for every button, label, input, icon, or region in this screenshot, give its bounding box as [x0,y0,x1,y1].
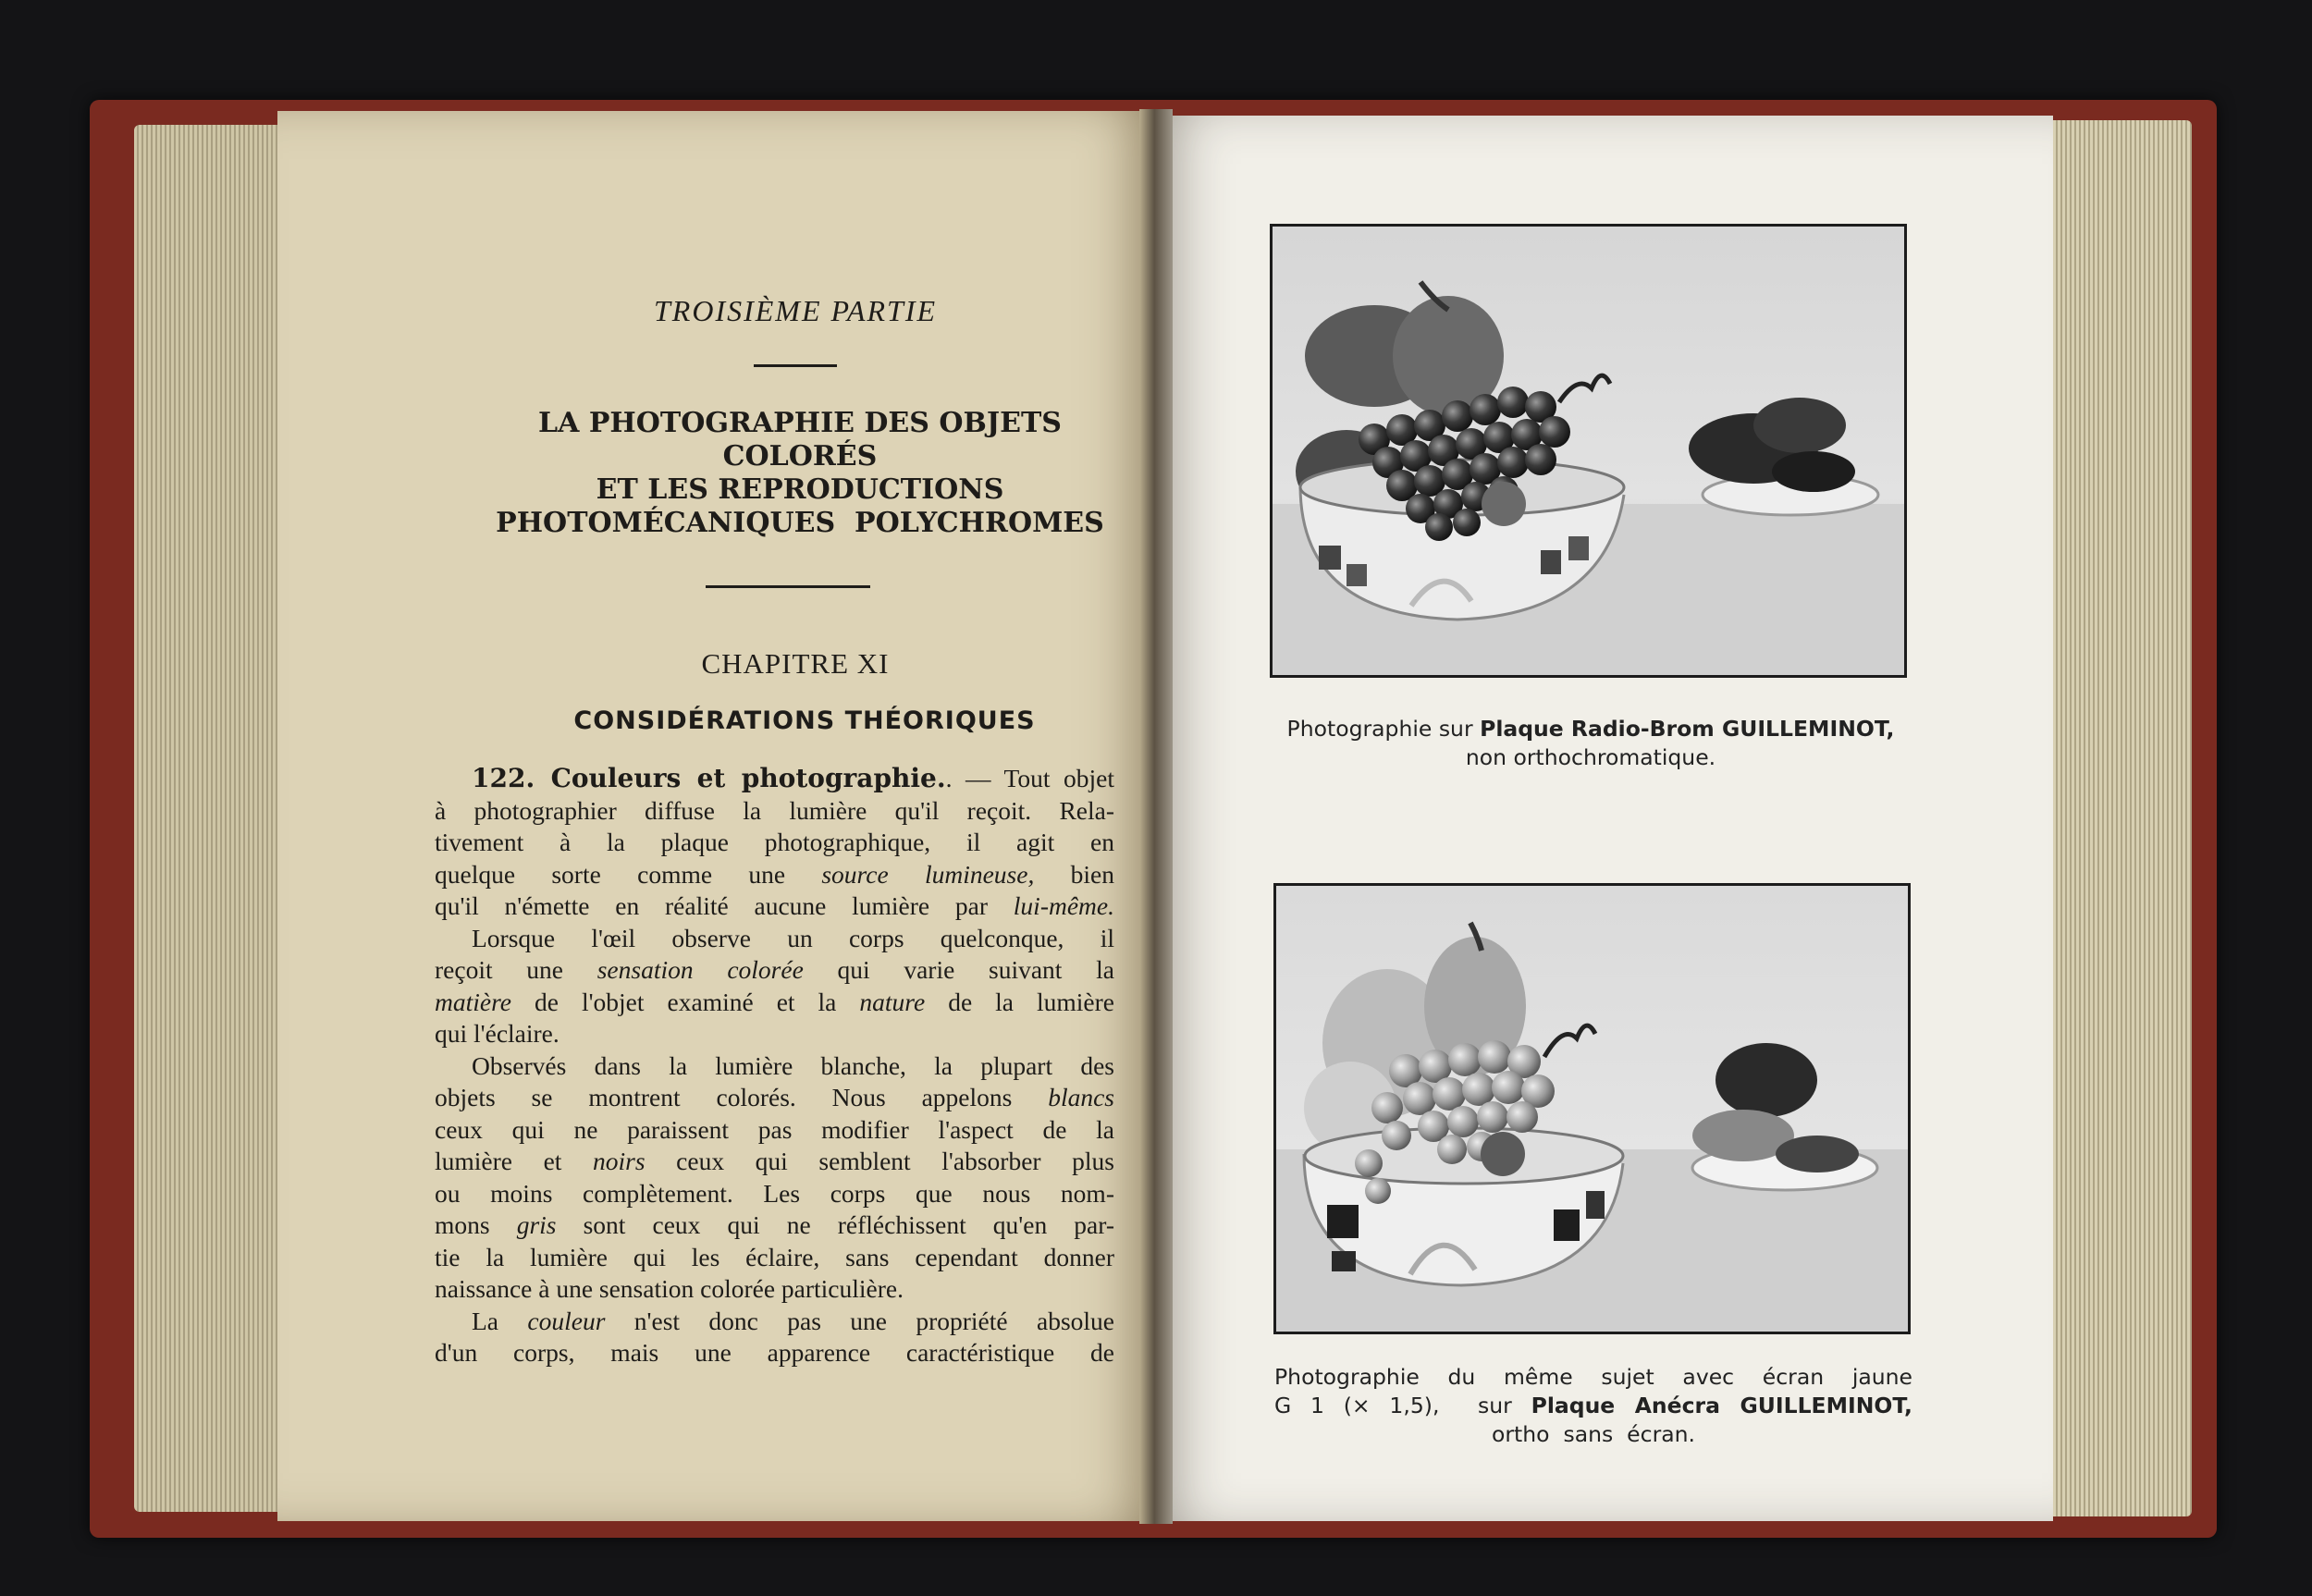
caption-photo-1 [1239,715,1942,772]
caption-line: non orthochromatique. [1465,744,1716,770]
text-line: objets se montrent colorés. Nous appelons blancs [435,1083,1114,1111]
body-text [435,763,1114,1369]
text-line: quelque sorte comme une source lumineuse, bien [435,859,1114,889]
caption-line: G 1 (× 1,5), sur Plaque Anécra GUILLEMINOT, [1274,1393,1912,1418]
text-line: ou moins complètement. Les corps que nous nom- [435,1178,1114,1208]
text-line: Observés dans la lumière blanche, la plupart des [472,1050,1114,1080]
heading-line: LA PHOTOGRAPHIE DES OBJETS [538,407,1062,439]
text-line: 122. Couleurs et photographie.. — Tout objet [472,763,1114,793]
text-line: mons gris sont ceux qui ne réfléchissent qu'en par- [435,1210,1115,1239]
text-line: Lorsque l'œil observe un corps quelconque, il [472,923,1114,952]
book-gutter [1139,109,1173,1524]
text-line: naissance à une sensation colorée particulière. [435,1274,904,1303]
page-edges-left [134,125,301,1512]
text-line: qu'il n'émette en réalité aucune lumière par lui-même. [435,891,1114,920]
section-heading [435,407,1165,540]
chapter-number: CHAPITRE XI [701,647,890,680]
part-title: TROISIÈME PARTIE [653,294,938,327]
text-line: La couleur n'est donc pas une propriété absolue [472,1306,1114,1335]
caption-line: Photographie sur Plaque Radio-Brom GUILLEMINOT, [1286,716,1895,742]
caption-line: Photographie du même sujet avec écran jaune [1274,1364,1912,1390]
text-line: à photographier diffuse la lumière qu'il reçoit. Rela- [435,795,1114,825]
heading-line: PHOTOMÉCANIQUES POLYCHROMES [496,507,1104,539]
divider-long [706,585,870,588]
text-line: tie la lumière qui les éclaire, sans cependant donner [435,1242,1114,1271]
chapter-title: CONSIDÉRATIONS THÉORIQUES [573,706,1036,735]
photo-still-life-2 [1273,883,1911,1334]
heading-line: ET LES REPRODUCTIONS [596,473,1004,506]
text-line: qui l'éclaire. [435,1019,560,1048]
caption-line: ortho sans écran. [1492,1421,1695,1447]
text-line: reçoit une sensation colorée qui varie suivant la [435,955,1114,984]
text-line: matière de l'objet examiné et la nature de la lumière [435,987,1114,1016]
caption-photo-2 [1274,1363,1912,1449]
photo-still-life-1 [1270,224,1907,678]
text-line: d'un corps, mais une apparence caractéristique de [435,1338,1114,1367]
text-line: lumière et noirs ceux qui semblent l'absorber plus [435,1147,1114,1175]
divider-short [754,364,837,367]
text-line: ceux qui ne paraissent pas modifier l'aspect de la [435,1114,1114,1144]
text-line: tivement à la plaque photographique, il agit en [435,828,1114,856]
heading-line: COLORÉS [722,440,878,473]
